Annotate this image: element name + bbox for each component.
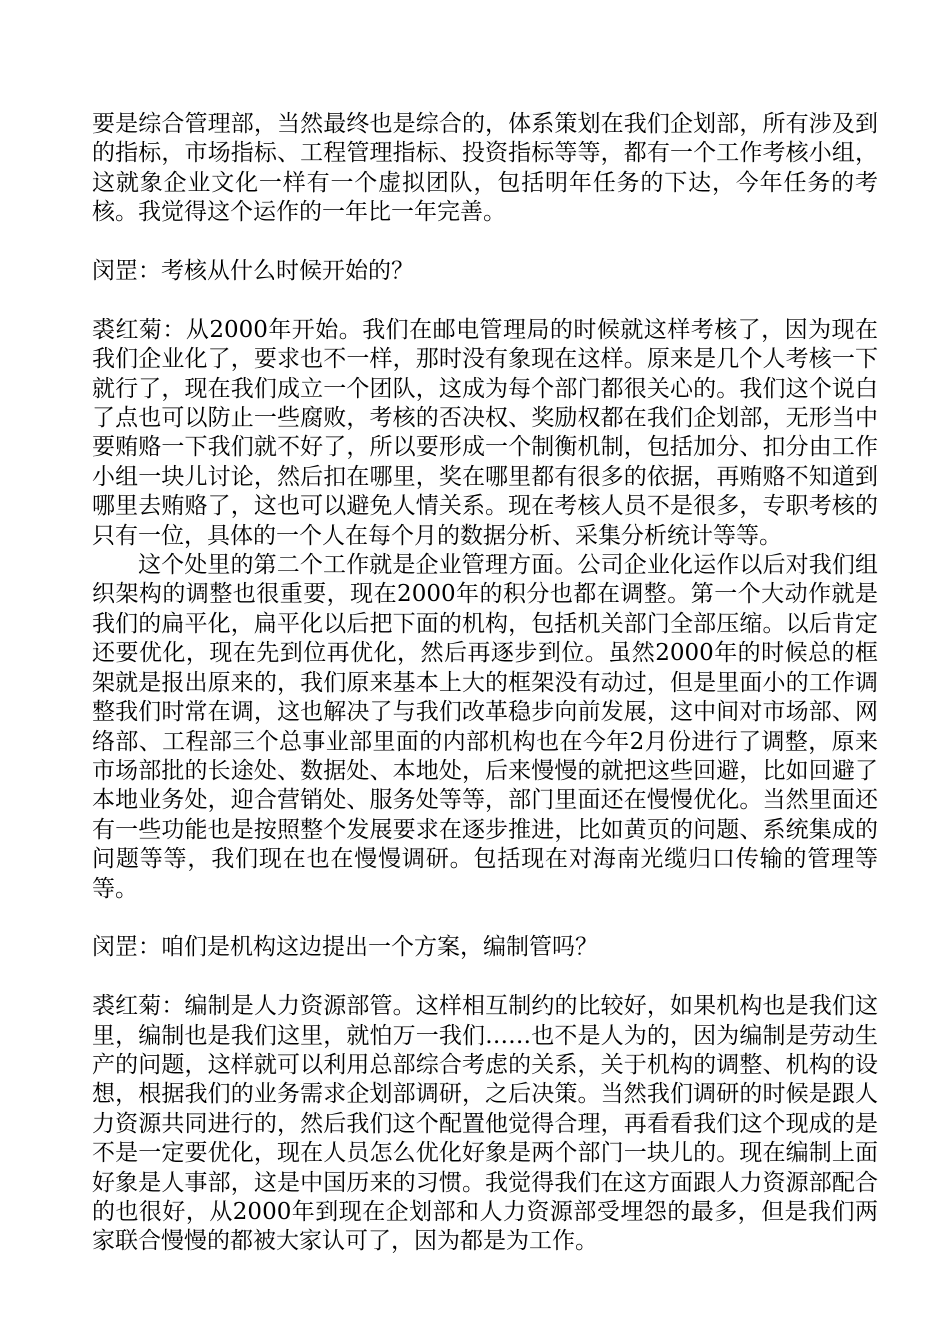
paragraph-spacer	[92, 286, 878, 315]
paragraph-text: 从2000年开始。我们在邮电管理局的时候就这样考核了，因为现在我们企业化了，要求也不一样，那时没有象现在这样。原来是几个人考核一下就行了，现在我们成立一个团队，这成为每个部门都很关心的。我们这个说白了点也可以防止一些腐败，考核的否决权、奖励权都在我们企划部，无形当中要贿赂一下我们就不好了，所以要形成一个制衡机制，包括加分、扣分由工作小组一块儿讨论，然后扣在哪里，奖在哪里都有很多的依据，再贿赂不知道到哪里去贿赂了，这也可以避免人情关系。现在考核人员不是很多，专职考核的只有一位，具体的一个人在每个月的数据分析、采集分析统计等等。	[92, 316, 878, 549]
paragraph-enterprise-management	[92, 551, 878, 904]
answer-assessment	[92, 316, 878, 551]
paragraph-intro	[92, 110, 878, 228]
paragraph-text: 这个处里的第二个工作就是企业管理方面。公司企业化运作以后对我们组织架构的调整也很重要，现在2000年的积分也都在调整。第一个大动作就是我们的扁平化，扁平化以后把下面的机构，包括机关部门全部压缩。以后肯定还要优化，现在先到位再优化，然后再逐步到位。虽然2000年的时候总的框架就是报出原来的，我们原来基本上大的框架没有动过，但是里面小的工作调整我们时常在调，这也解决了与我们改革稳步向前发展，这中间对市场部、网络部、工程部三个总事业部里面的内部机构也在今年2月份进行了调整，原来市场部批的长途处、数据处、本地处，后来慢慢的就把这些回避，比如回避了本地业务处，迎合营销处、服务处等等，部门里面还在慢慢优化。当然里面还有一些功能也是按照整个发展要求在逐步推进，比如黄页的问题、系统集成的问题等等，我们现在也在慢慢调研。包括现在对海南光缆归口传输的管理等等。	[92, 552, 878, 902]
paragraph-spacer	[92, 963, 878, 992]
speaker-label: 闵罡：	[92, 258, 161, 285]
paragraph-text: 咱们是机构这边提出一个方案，编制管吗？	[161, 934, 598, 961]
paragraph-text: 考核从什么时候开始的？	[161, 258, 414, 285]
speaker-label: 裘红菊：	[92, 993, 185, 1020]
paragraph-spacer	[92, 228, 878, 257]
paragraph-text: 编制是人力资源部管。这样相互制约的比较好，如果机构也是我们这里，编制也是我们这里，就怕万一我们……也不是人为的，因为编制是劳动生产的问题，这样就可以利用总部综合考虑的关系，关于机构的调整、机构的设想，根据我们的业务需求企划部调研，之后决策。当然我们调研的时候是跟人力资源共同进行的，然后我们这个配置他觉得合理，再看看我们这个现成的是不是一定要优化，现在人员怎么优化好象是两个部门一块儿的。现在编制上面好象是人事部，这是中国历来的习惯。我觉得我们在这方面跟人力资源部配合的也很好，从2000年到现在企划部和人力资源部受埋怨的最多，但是我们两家联合慢慢的都被大家认可了，因为都是为工作。	[92, 993, 879, 1255]
paragraph-spacer	[92, 904, 878, 933]
document-page	[92, 110, 878, 1257]
speaker-label: 裘红菊：	[92, 316, 186, 343]
paragraph-text: 要是综合管理部，当然最终也是综合的，体系策划在我们企划部，所有涉及到的指标，市场指标、工程管理指标、投资指标等等，都有一个工作考核小组，这就象企业文化一样有一个虚拟团队，包括明年任务的下达，今年任务的考核。我觉得这个运作的一年比一年完善。	[92, 111, 878, 226]
question-start-time	[92, 257, 878, 286]
answer-staffing	[92, 992, 878, 1257]
speaker-label: 闵罡：	[92, 934, 161, 961]
question-staffing	[92, 933, 878, 962]
